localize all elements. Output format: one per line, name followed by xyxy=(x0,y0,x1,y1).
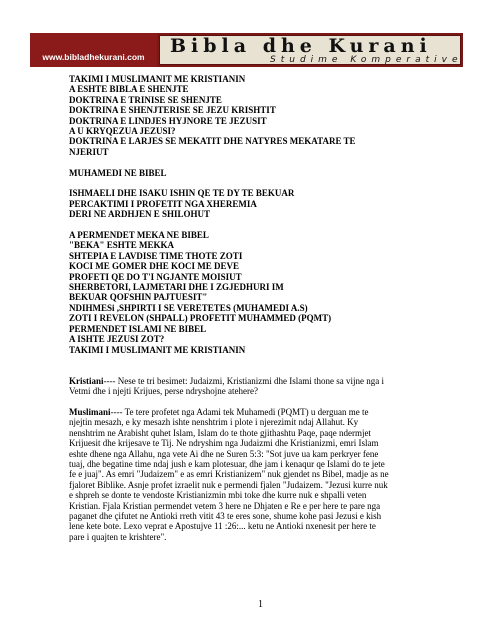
paragraph-line: fe e juaj". As emri "Judaizem" e as emri Kristianizem" nuk gjendet ns Bibel, madje as ne xyxy=(69,469,389,480)
spacer xyxy=(69,355,449,365)
toc-line: TAKIMI I MUSLIMANIT ME KRISTIANIN xyxy=(69,74,246,84)
toc-line: SHTEPIA E LAVDISE TIME THOTE ZOTI xyxy=(69,250,243,261)
toc-line: NDIHMESi ,SHPIRTI I SE VERETETES (MUHAMEDI A.S) xyxy=(69,302,308,313)
toc-line: ZOTI I REVELON (SHPALL) PROFETIT MUHAMMED (PQMT) xyxy=(69,313,332,324)
toc-line: A U KRYQEZUA JEZUSI? xyxy=(69,126,176,137)
spacer xyxy=(69,220,449,230)
paragraph-line: Vetmi dhe i njejti Krijues, perse ndryshojne atehere? xyxy=(69,386,258,397)
toc-line: DOKTRINA E LINDJES HYJNORE TE JEZUSIT xyxy=(69,115,267,126)
toc-group-2 xyxy=(69,168,449,178)
paragraph-line: njejtin mesazh, e ky mesazh ishte nenshtrim i plote i njerezimit ndaj Allahut. Ky xyxy=(69,417,359,428)
paragraph-line: eshte dhene nga Allahu, nga vete Ai dhe ne Suren 5:3: "Sot juve ua kam perkryer fene xyxy=(69,448,379,459)
toc-line: ISHMAELI DHE ISAKU ISHIN QE TE DY TE BEKUAR xyxy=(69,188,295,199)
site-url-box[interactable] xyxy=(30,33,157,67)
toc-line: NJERIUT xyxy=(69,146,109,157)
toc-list xyxy=(69,74,449,355)
site-logo xyxy=(157,33,463,67)
logo-plate xyxy=(159,35,461,65)
paragraph-line: Kristian. Fjala Kristian permendet vetem 3 here ne Dhjaten e Re e per here te pare nga xyxy=(69,500,381,511)
toc-line: "BEKA" ESHTE MEKKA xyxy=(69,240,175,251)
site-url[interactable]: www.bibladhekurani.com xyxy=(42,52,145,62)
spacer xyxy=(69,178,449,188)
paragraph-text: Te tere profetet nga Adami tek Muhamedi (PQMT) u derguan me te xyxy=(124,406,369,417)
paragraph-text: Nese te tri besimet: Judaizmi, Kristianizmi dhe Islami thone sa vijne nga i xyxy=(117,375,384,386)
dialogue-kristiani xyxy=(69,376,449,397)
site-banner xyxy=(30,33,463,67)
paragraph-line xyxy=(69,376,449,386)
toc-line: DOKTRINA E SHENJTERISE SE JEZU KRISHTIT xyxy=(69,105,276,116)
speaker-separator: ---- xyxy=(103,375,118,386)
toc-line: A PERMENDET MEKA NE BIBEL xyxy=(69,230,209,241)
toc-line: DOKTRINA E LARJES SE MEKATIT DHE NATYRES MEKATARE TE xyxy=(69,136,356,147)
spacer xyxy=(69,365,449,375)
toc-group-4 xyxy=(69,230,449,355)
paragraph-line: fjaloret Biblike. Asnje profet izraelit nuk e permendi fjalen "Judaizem. "Jezusi kurre nuk xyxy=(69,479,388,490)
toc-group-3 xyxy=(69,188,449,219)
toc-line: PERMENDET ISLAMI NE BIBEL xyxy=(69,323,207,334)
speaker-label: Kristiani xyxy=(69,375,104,386)
toc-line: A ESHTE BIBLA E SHENJTE xyxy=(69,84,189,95)
toc-line: BEKUAR QOFSHIN PAJTUESIT" xyxy=(69,292,208,303)
paragraph-line: pare i quajten te krishtere". xyxy=(69,531,167,542)
dialogue-muslimani xyxy=(69,407,449,542)
toc-line: DERI NE ARDHJEN E SHILOHUT xyxy=(69,209,211,220)
paragraph-line: tuaj, dhe begatine time ndaj jush e kam plotesuar, dhe jam i kenaqur qe Islami do te jete xyxy=(69,458,385,469)
toc-line: TAKIMI I MUSLIMANIT ME KRISTIANIN xyxy=(69,344,246,355)
toc-line: PERCAKTIMI I PROFETIT NGA XHEREMIA xyxy=(69,198,257,209)
paragraph-line xyxy=(69,407,449,417)
toc-line: DOKTRINA E TRINISE SE SHENJTE xyxy=(69,94,222,105)
paragraph-line: nenshtrim ne Arabisht quhet Islam, Islam do te thote gjithashtu Paqe, paqe ndermjet xyxy=(69,427,371,438)
page-number: 1 xyxy=(258,599,263,610)
spacer xyxy=(69,397,449,407)
speaker-label: Muslimani xyxy=(69,406,111,417)
toc-line: KOCI ME GOMER DHE KOCI ME DEVE xyxy=(69,261,240,272)
spacer xyxy=(69,157,449,167)
toc-group-1 xyxy=(69,74,449,157)
speaker-separator: ---- xyxy=(110,406,125,417)
document-body xyxy=(69,74,449,542)
paragraph-line: lene kete bote. Lexo veprat e Apostujve 11 :26:... ketu ne Antioki nxenesit per here te xyxy=(69,521,376,532)
toc-line: A ISHTE JEZUSI ZOT? xyxy=(69,334,165,345)
paragraph-line: Krijuesit dhe krijesave te Tij. Ne ndryshim nga Judaizmi dhe Kristianizmi, emri Islam xyxy=(69,438,379,449)
logo-title: Bibla dhe Kurani xyxy=(170,35,432,57)
paragraph-line: paganet dhe çifutet ne Antioki rreth vitit 43 te eres sone, shume kohe pasi Jezusi e kish xyxy=(69,510,382,521)
toc-line: PROFETI QE DO T'I NGJANTE MOISIUT xyxy=(69,271,242,282)
toc-line: MUHAMEDI NE BIBEL xyxy=(69,167,167,178)
logo-subtitle: Studime Komperative xyxy=(270,55,463,65)
paragraph-line: e shpreh se donte te vendoste Kristianizmin mbi toke dhe kurre nuk e shpalli veten xyxy=(69,490,367,501)
toc-line: SHERBETORI, LAJMETARI DHE I ZGJEDHURI IM xyxy=(69,282,284,293)
